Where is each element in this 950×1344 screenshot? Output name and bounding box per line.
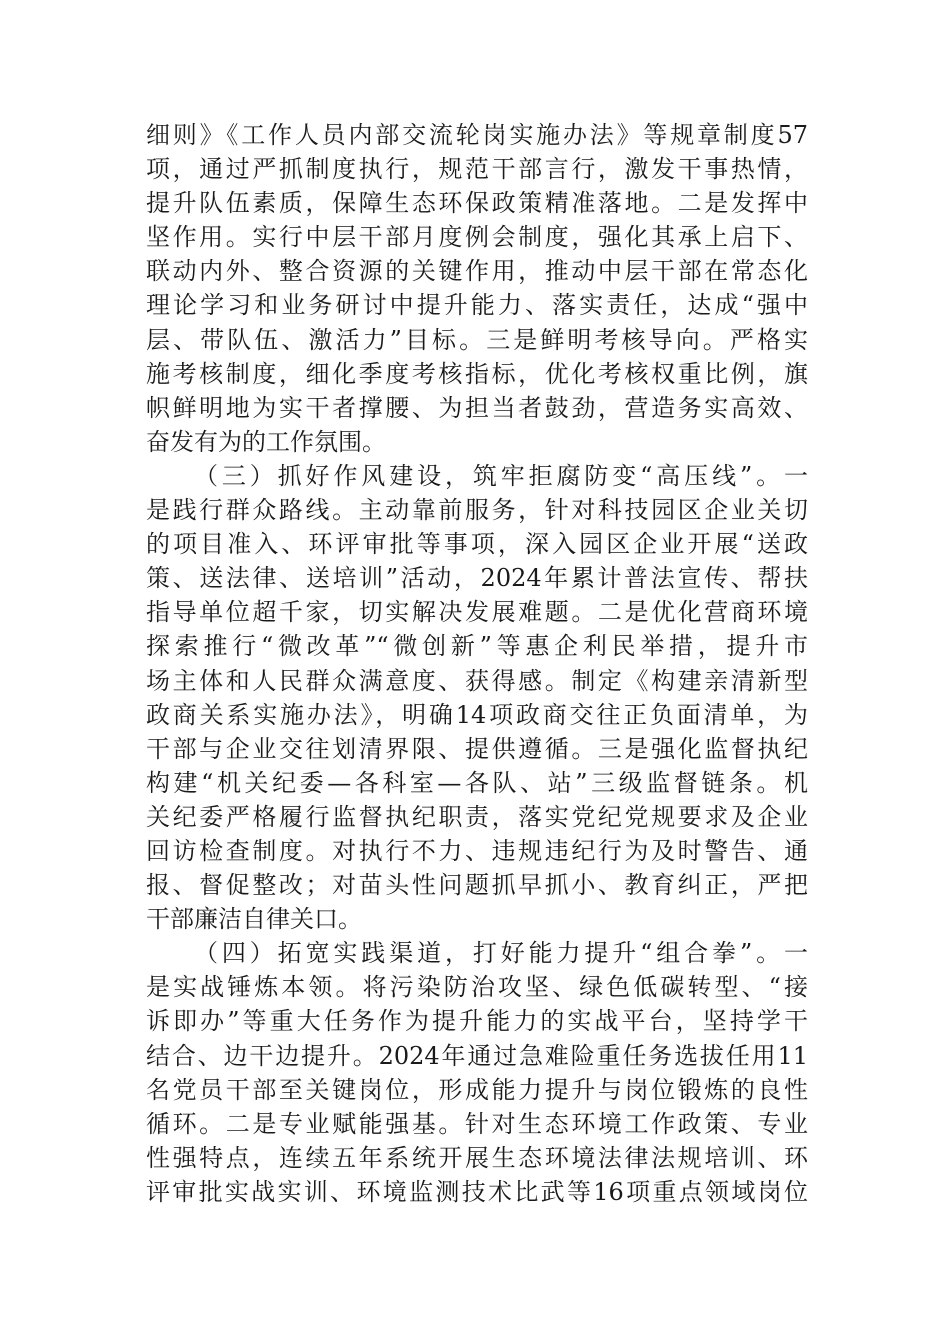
text-line: 奋发有为的工作氛围。 (146, 427, 386, 456)
text-line: 是实战锤炼本领。将污染防治攻坚、绿色低碳转型、“接 (146, 973, 808, 1002)
text-line: 循环。二是专业赋能强基。针对生态环境工作政策、专业 (146, 1109, 808, 1138)
text-line: 施考核制度，细化季度考核指标，优化考核权重比例，旗 (146, 359, 808, 388)
text-line: 项，通过严抓制度执行，规范干部言行，激发干事热情， (146, 155, 808, 184)
text-line: 帜鲜明地为实干者撑腰、为担当者鼓劲，营造务实高效、 (146, 393, 808, 422)
text-line: 关纪委严格履行监督执纪职责，落实党纪党规要求及企业 (146, 802, 808, 831)
text-line: 坚作用。实行中层干部月度例会制度，强化其承上启下、 (146, 223, 808, 252)
text-line: 理论学习和业务研讨中提升能力、落实责任，达成“强中 (146, 291, 808, 320)
text-line: 构建“机关纪委—各科室—各队、站”三级监督链条。机 (146, 768, 808, 797)
text-line: 干部与企业交往划清界限、提供遵循。三是强化监督执纪 (146, 734, 808, 763)
text-line: 探索推行“微改革”“微创新”等惠企利民举措，提升市 (146, 632, 808, 661)
text-line: 细则》《工作人员内部交流轮岗实施办法》等规章制度57 (146, 121, 808, 149)
paragraph-heading-line: （四）拓宽实践渠道，打好能力提升“组合拳”。一 (194, 939, 808, 968)
body-text (146, 118, 808, 1209)
text-line: 评审批实战实训、环境监测技术比武等16项重点领域岗位 (146, 1177, 808, 1206)
text-line: 场主体和人民群众满意度、获得感。制定《构建亲清新型 (146, 666, 808, 695)
text-line: 指导单位超千家，切实解决发展难题。二是优化营商环境 (146, 598, 808, 627)
text-line: 提升队伍素质，保障生态环保政策精准落地。二是发挥中 (146, 189, 808, 218)
text-line: 名党员干部至关键岗位，形成能力提升与岗位锻炼的良性 (146, 1075, 808, 1104)
text-line: 报、督促整改；对苗头性问题抓早抓小、教育纠正，严把 (146, 871, 808, 900)
text-line: 策、送法律、送培训”活动，2024年累计普法宣传、帮扶 (146, 564, 808, 593)
text-line: 层、带队伍、激活力”目标。三是鲜明考核导向。严格实 (146, 325, 808, 354)
paragraph-heading-line: （三）抓好作风建设，筑牢拒腐防变“高压线”。一 (194, 461, 808, 490)
text-line: 回访检查制度。对执行不力、违规违纪行为及时警告、通 (146, 836, 808, 865)
text-line: 是践行群众路线。主动靠前服务，针对科技园区企业关切 (146, 496, 808, 525)
text-line: 联动内外、整合资源的关键作用，推动中层干部在常态化 (146, 257, 808, 286)
text-line: 诉即办”等重大任务作为提升能力的实战平台，坚持学干 (146, 1007, 808, 1036)
text-line: 政商关系实施办法》，明确14项政商交往正负面清单，为 (146, 700, 808, 729)
text-line: 结合、边干边提升。2024年通过急难险重任务选拔任用11 (146, 1041, 808, 1070)
text-line: 性强特点，连续五年系统开展生态环境法律法规培训、环 (146, 1143, 808, 1172)
text-line: 干部廉洁自律关口。 (146, 905, 362, 934)
text-line: 的项目准入、环评审批等事项，深入园区企业开展“送政 (146, 530, 808, 559)
